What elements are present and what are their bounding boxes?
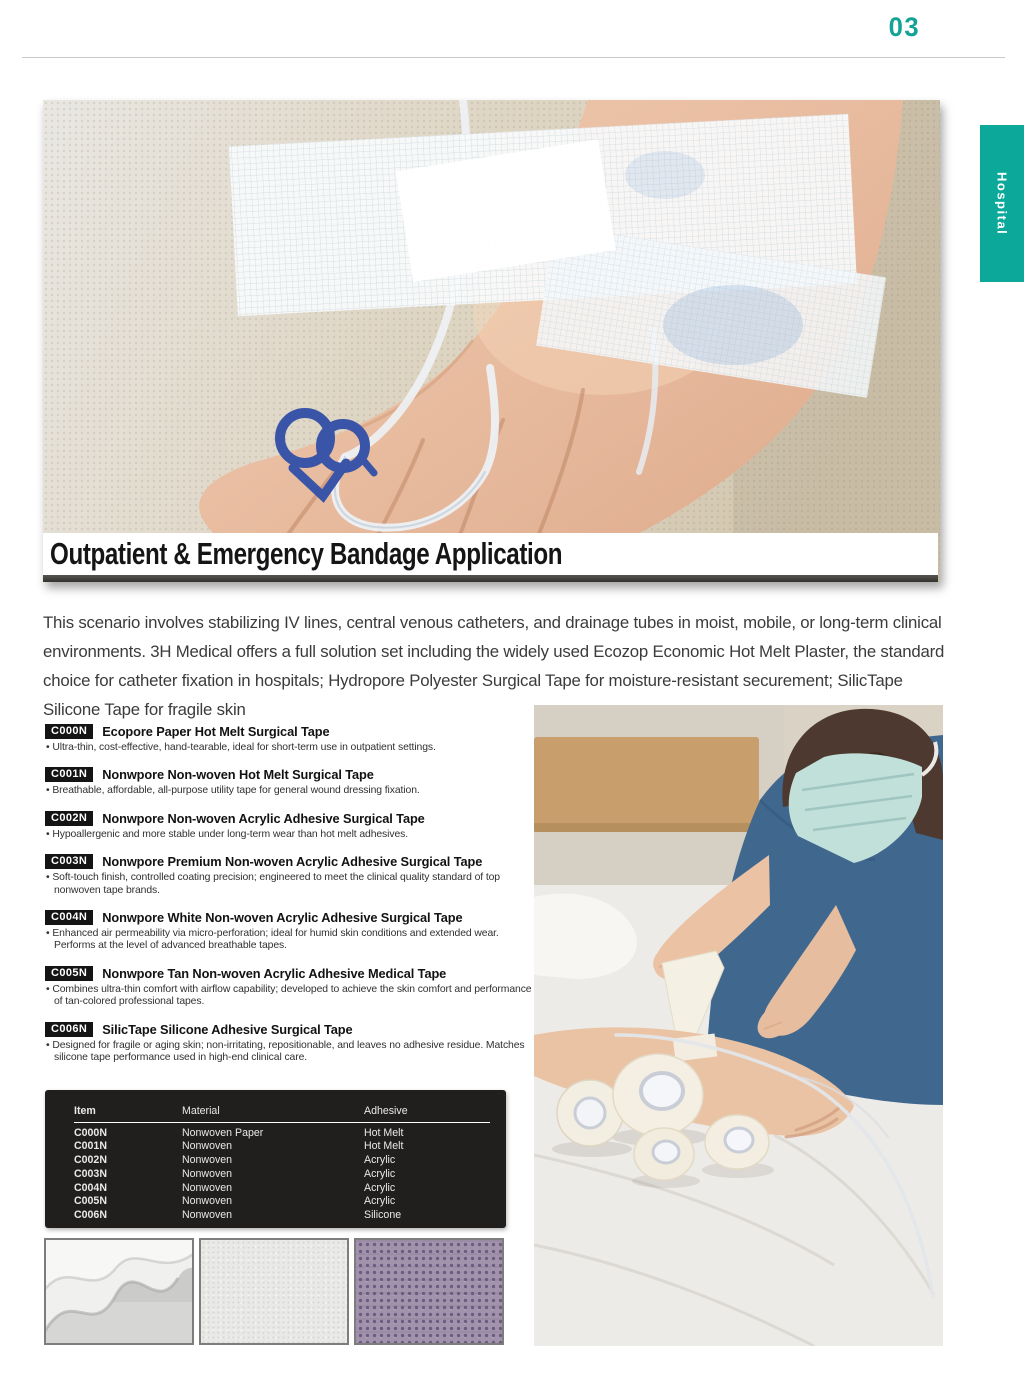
intro-paragraph: This scenario involves stabilizing IV lines, central venous catheters, and drainage tubes in moist, mobile, or long-term clinical environments. 3H Medical offers a full solution set including the widely used Ecozop Economic Hot Melt Plaster, the standard choice for catheter fixation in hospitals; Hydropore Polyester Surgical Tape for moisture-resistant securement; SilicTape Silicone Tape for fragile skin xyxy=(43,612,945,719)
table-row: C000N Nonwoven Paper Hot Melt xyxy=(74,1126,404,1139)
product-code-badge: C001N xyxy=(45,767,93,782)
product-list xyxy=(45,724,537,1077)
col-header-material: Material xyxy=(182,1105,364,1123)
page-number: 03 xyxy=(888,12,920,42)
product-item xyxy=(45,724,537,754)
product-code-badge: C003N xyxy=(45,854,93,869)
table-row: C001N Nonwoven Hot Melt xyxy=(74,1140,404,1153)
nurse-illustration xyxy=(534,705,943,1346)
product-name: Ecopore Paper Hot Melt Surgical Tape xyxy=(102,724,330,739)
product-item xyxy=(45,811,537,841)
product-description: • Ultra-thin, cost-effective, hand-tearable, ideal for short-term use in outpatient settings. xyxy=(45,742,537,754)
product-name: Nonwpore Premium Non-woven Acrylic Adhesive Surgical Tape xyxy=(102,854,483,870)
swatch-purple-woven xyxy=(354,1238,504,1345)
product-name: Nonwpore Non-woven Acrylic Adhesive Surgical Tape xyxy=(102,810,425,826)
product-item xyxy=(45,910,537,953)
section-tab-label: Hospital xyxy=(994,171,1010,236)
product-code-badge: C005N xyxy=(45,966,93,981)
hero-bottom-strip xyxy=(43,575,938,582)
table-row: C005N Nonwoven Acrylic xyxy=(74,1195,396,1208)
table-row: C004N Nonwoven Acrylic xyxy=(74,1181,396,1194)
product-description: • Enhanced air permeability via micro-perforation; ideal for humid skin conditions and extended wear. Performs at the level of advanced breathable tapes. xyxy=(45,928,537,953)
product-description: • Combines ultra-thin comfort with airflow capability; developed to achieve the skin comfort and performance of tan-colored professional tapes. xyxy=(45,984,537,1009)
hero-title-band xyxy=(43,533,938,575)
swatch-wavy-nonwoven xyxy=(44,1238,194,1345)
product-description: • Designed for fragile or aging skin; non-irritating, repositionable, and leaves no adhesive residue. Matches silicone tape performance used in high-end clinical care. xyxy=(45,1040,537,1065)
spec-table xyxy=(45,1090,506,1228)
product-code-badge: C004N xyxy=(45,910,93,925)
product-item xyxy=(45,966,537,1009)
product-description: • Hypoallergenic and more stable under long-term wear than hot melt adhesives. xyxy=(45,829,537,841)
page-title: Outpatient & Emergency Bandage Application xyxy=(50,536,563,571)
col-header-adhesive: Adhesive xyxy=(364,1105,490,1123)
product-code-badge: C002N xyxy=(45,811,93,826)
spec-table-header xyxy=(74,1105,490,1127)
product-code-badge: C000N xyxy=(45,724,93,739)
product-name: Nonwpore Tan Non-woven Acrylic Adhesive Medical Tape xyxy=(102,965,447,981)
product-item xyxy=(45,854,537,897)
table-row: C002N Nonwoven Acrylic xyxy=(74,1154,396,1167)
product-name: Nonwpore Non-woven Hot Melt Surgical Tape xyxy=(102,767,374,783)
product-item xyxy=(45,1022,537,1065)
header-divider xyxy=(22,57,1005,58)
iv-hand-illustration xyxy=(43,100,940,582)
nurse-photo xyxy=(534,705,943,1346)
headboard xyxy=(534,737,759,832)
product-item xyxy=(45,767,537,797)
product-code-badge: C006N xyxy=(45,1022,93,1037)
product-name: SilicTape Silicone Adhesive Surgical Tape xyxy=(102,1021,353,1037)
table-row: C003N Nonwoven Acrylic xyxy=(74,1167,396,1180)
product-description: • Soft-touch finish, controlled coating precision; engineered to meet the clinical quality standard of top nonwoven tape brands. xyxy=(45,872,537,897)
col-header-item: Item xyxy=(74,1105,182,1123)
product-name: Nonwpore White Non-woven Acrylic Adhesive Surgical Tape xyxy=(102,910,463,926)
hero-photo-iv-hand xyxy=(43,100,940,582)
section-tab-hospital[interactable] xyxy=(980,125,1024,282)
product-description: • Breathable, affordable, all-purpose utility tape for general wound dressing fixation. xyxy=(45,785,537,797)
material-swatches xyxy=(44,1238,504,1345)
table-row: C006N Nonwoven Silicone xyxy=(74,1208,402,1221)
swatch-flat-nonwoven xyxy=(199,1238,349,1345)
